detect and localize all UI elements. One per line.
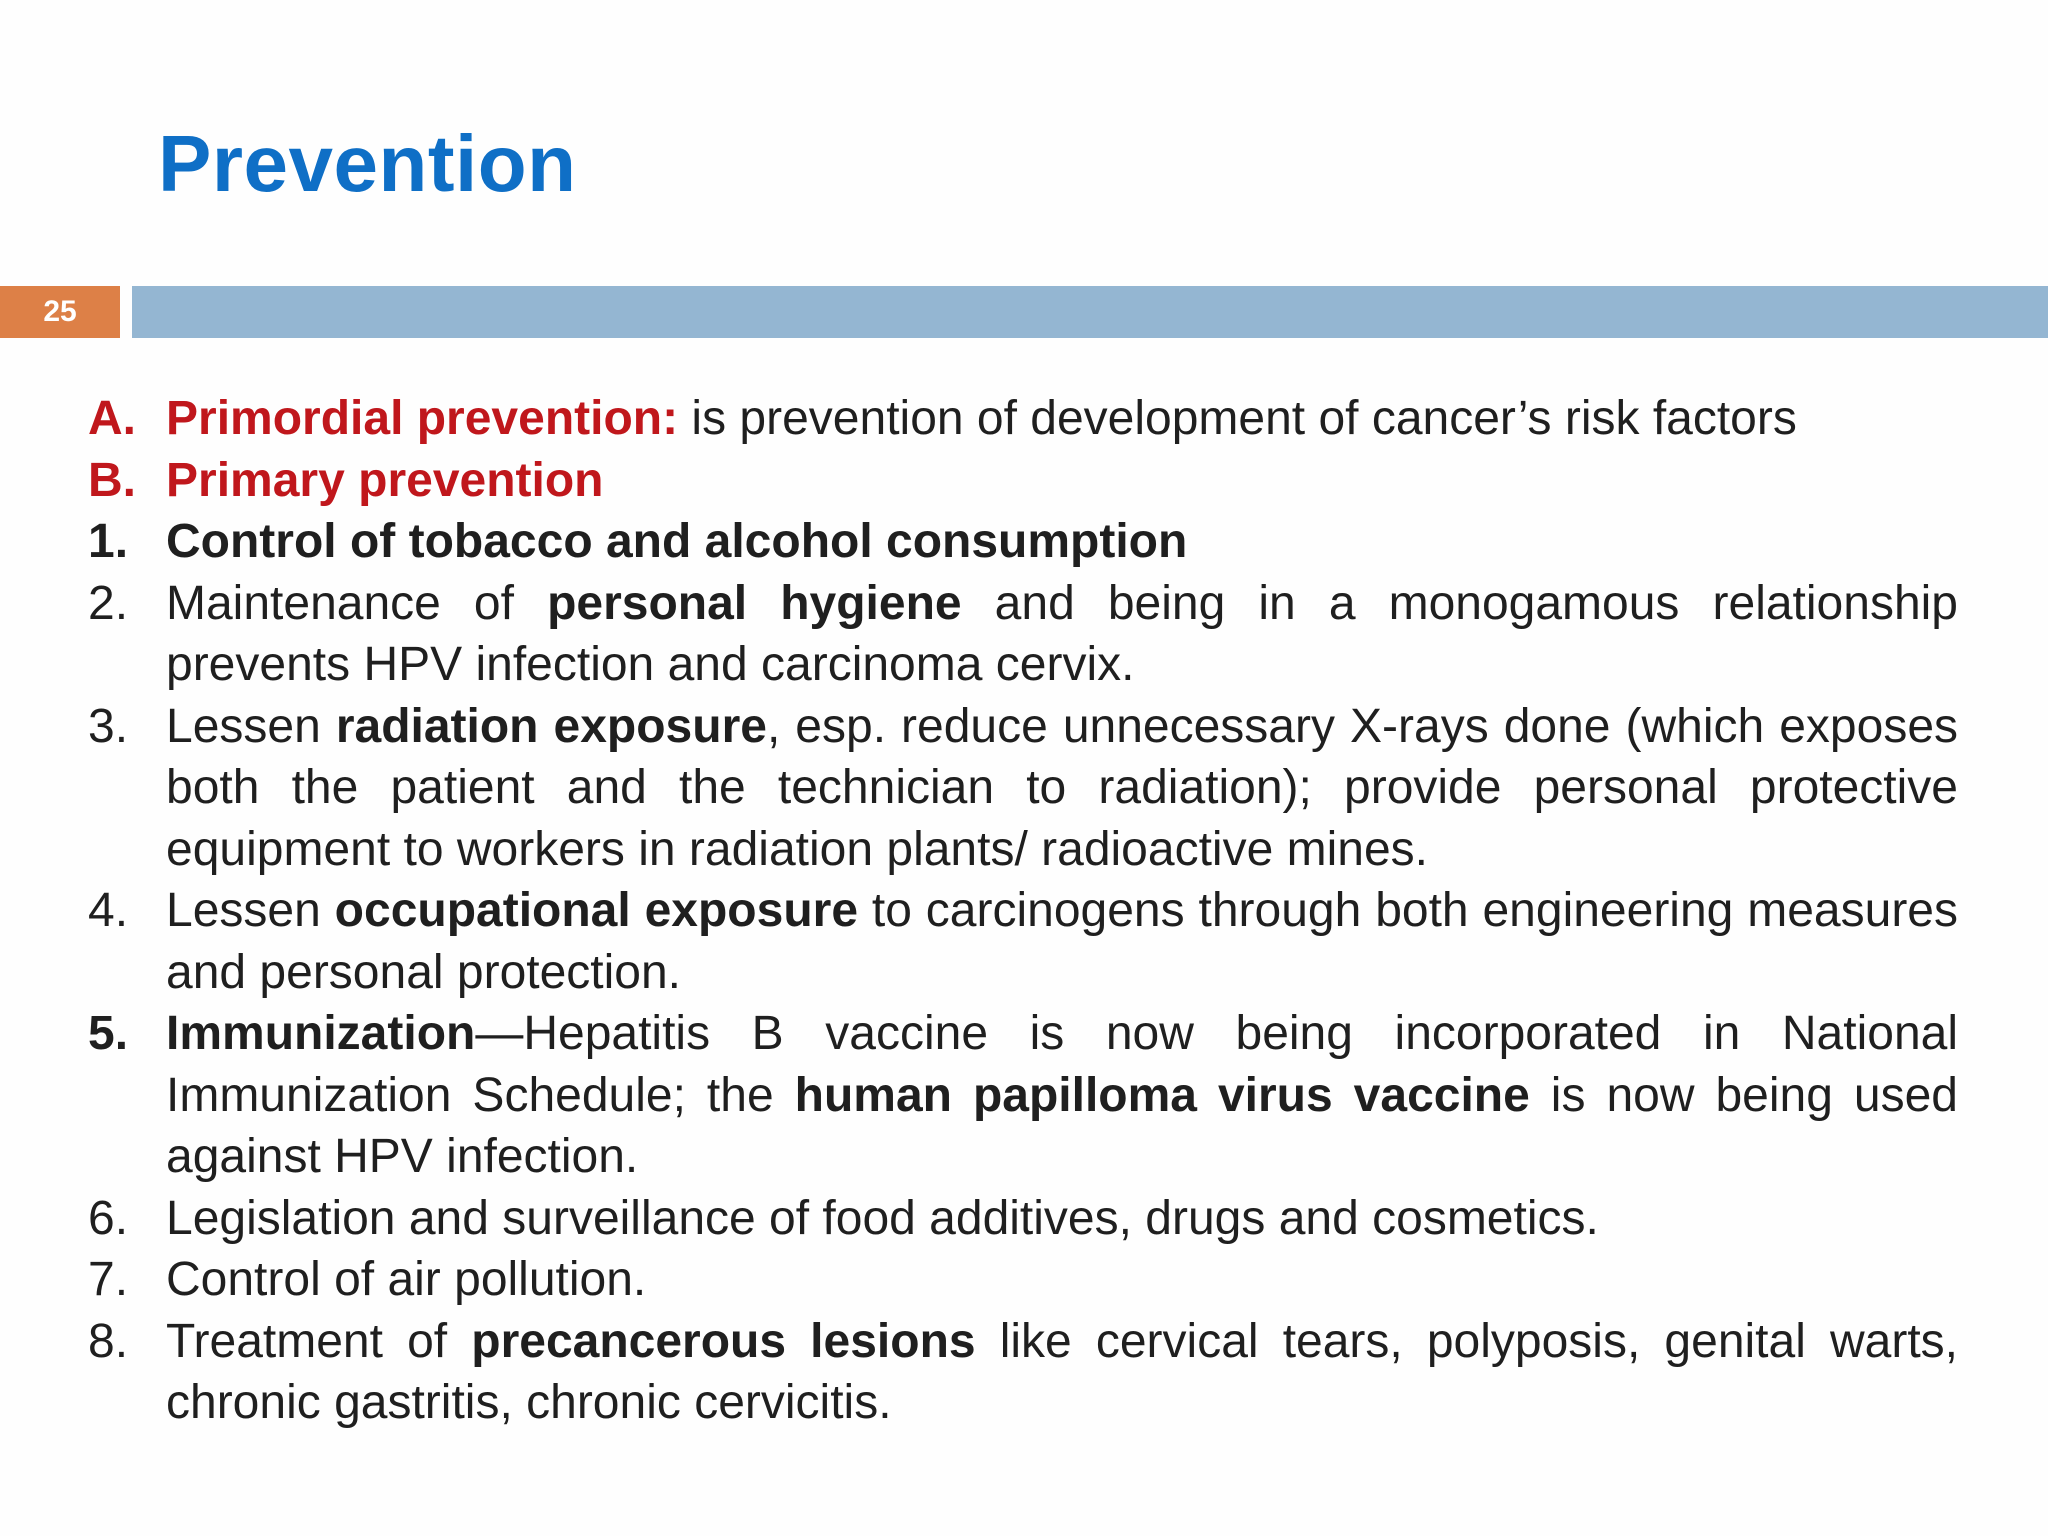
item-emphasis: Immunization: [166, 1007, 476, 1060]
item-marker: A.: [88, 392, 136, 445]
item-body: [166, 573, 1958, 696]
item-body: Legislation and surveillance of food additives, drugs and cosmetics.: [166, 1191, 1599, 1245]
item-text: Treatment of: [166, 1314, 472, 1368]
item-marker: 1.: [88, 515, 129, 568]
list-item-1: [88, 511, 1958, 573]
item-marker: 6.: [88, 1191, 129, 1245]
item-emphasis: occupational exposure: [334, 884, 859, 937]
item-text: and being in a monogamous relationship prevents HPV infection and carcinoma cervix.: [166, 576, 1959, 691]
item-marker: 3.: [88, 699, 129, 753]
item-marker: 2.: [88, 576, 129, 630]
item-text: is now being used against HPV infection.: [166, 1068, 1958, 1183]
item-heading: Primordial prevention:: [166, 392, 679, 445]
list-item-3: [88, 696, 1958, 881]
slide-number: 25: [43, 295, 77, 328]
item-body: Control of tobacco and alcohol consumption: [166, 515, 1188, 568]
item-body: [166, 1003, 1958, 1188]
list-item-8: [88, 1311, 1958, 1434]
list-item-2: [88, 573, 1958, 696]
list-item-6: [88, 1188, 1958, 1250]
item-text: Maintenance of: [166, 576, 548, 630]
item-text: , esp. reduce unnecessary X-rays done (which exposes both the patient and the technician to radiation); provide personal protective equipment to workers in radiation plants/ radioactive mines.: [166, 699, 1959, 876]
item-body: [166, 880, 1958, 1003]
item-body: [166, 696, 1958, 881]
item-text: is prevention of development of cancer’s risk factors: [678, 392, 1797, 445]
item-text: —Hepatitis B vaccine is now being incorporated in National Immunization Schedule; the: [166, 1007, 1958, 1122]
item-text: Lessen: [166, 699, 336, 753]
item-body: [166, 388, 1958, 450]
item-body: [166, 450, 1958, 512]
list-item-5: [88, 1003, 1958, 1188]
item-emphasis: precancerous lesions: [471, 1314, 976, 1368]
slide-title: Prevention: [158, 119, 577, 208]
list-item-b: [88, 450, 1958, 512]
list-item-7: [88, 1249, 1958, 1311]
item-emphasis: personal hygiene: [547, 576, 962, 630]
item-marker: 4.: [88, 884, 129, 937]
item-body: Control of air pollution.: [166, 1253, 647, 1306]
item-marker: 5.: [88, 1007, 129, 1060]
slide-number-badge: [0, 286, 120, 338]
item-emphasis: human papilloma virus vaccine: [794, 1068, 1530, 1122]
list-item-4: [88, 880, 1958, 1003]
item-text: like cervical tears, polyposis, genital warts, chronic gastritis, chronic cervicitis.: [166, 1314, 1959, 1429]
item-marker: 8.: [88, 1314, 129, 1368]
item-heading: Primary prevention: [166, 453, 604, 507]
item-body: [166, 1311, 1958, 1434]
item-marker: B.: [88, 453, 136, 507]
item-text: Lessen: [166, 884, 335, 937]
item-text: to carcinogens through both engineering measures and personal protection.: [166, 884, 1958, 999]
item-marker: 7.: [88, 1253, 129, 1306]
item-emphasis: radiation exposure: [335, 699, 767, 753]
list-item-a: [88, 388, 1958, 450]
content-list: [88, 388, 1958, 1434]
header-rule-bar: [132, 286, 2048, 338]
